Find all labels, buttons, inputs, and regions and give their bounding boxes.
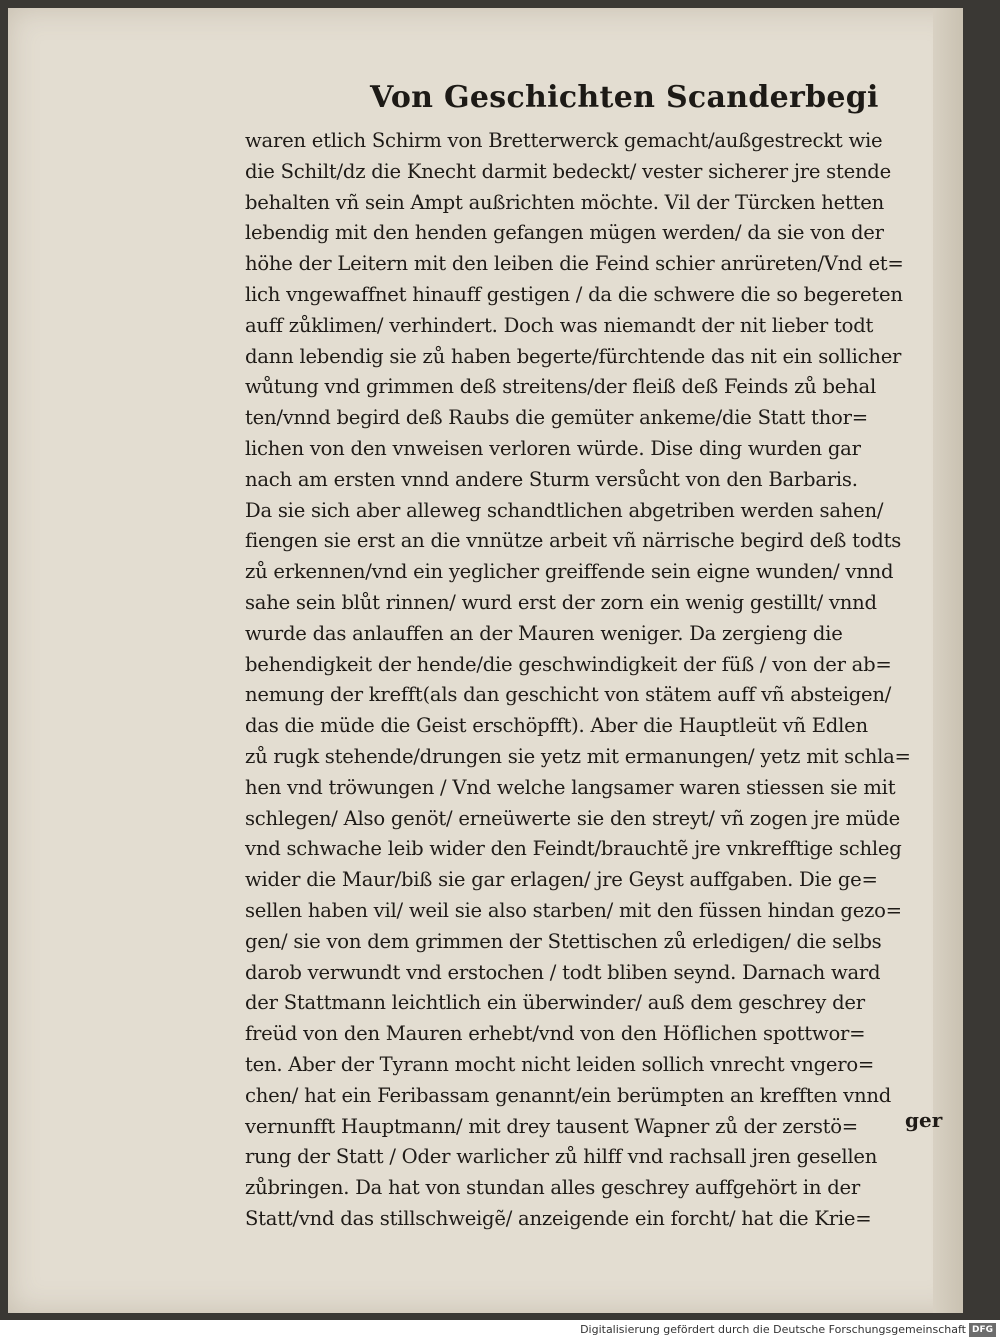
- footer-bar: [0, 1320, 1000, 1341]
- text-line: fiengen sie erst an die vnnütze arbeit vñ närrische begird deß todts: [245, 529, 902, 553]
- text-line: lebendig mit den henden gefangen mügen werden/ da sie von der: [245, 221, 884, 245]
- text-line: das die müde die Geist erschöpfft). Aber die Hauptleüt vñ Edlen: [245, 714, 868, 738]
- text-line: vnd schwache leib wider den Feindt/brauchtẽ jre vnkrefftige schleg: [245, 837, 902, 861]
- text-line: chen/ hat ein Feribassam genannt/ein berümpten an krefften vnnd: [245, 1083, 892, 1107]
- text-line: darob verwundt vnd erstochen / todt bliben seynd. Darnach ward: [245, 960, 881, 984]
- text-line: höhe der Leitern mit den leiben die Feind schier anrüreten/Vnd et=: [245, 252, 904, 276]
- text-line: waren etlich Schirm von Bretterwerck gemacht/außgestreckt wie: [245, 129, 883, 152]
- text-line: auff zůklimen/ verhindert. Doch was niemandt der nit lieber todt: [245, 313, 874, 337]
- text-line: sahe sein blůt rinnen/ wurd erst der zorn ein wenig gestillt/ vnnd: [245, 590, 877, 614]
- catchword: ger: [905, 1108, 943, 1132]
- text-line: nemung der krefft(als dan geschicht von stätem auff vñ absteigen/: [245, 683, 892, 707]
- text-line: dann lebendig sie zů haben begerte/fürchtende das nit ein sollicher: [245, 344, 902, 368]
- running-head: Von Geschichten Scanderbegi: [370, 80, 879, 115]
- text-line: behendigkeit der hende/die geschwindigkeit der füß / von der ab=: [245, 652, 892, 676]
- dfg-logo-icon: DFG: [969, 1323, 996, 1337]
- text-line: gen/ sie von dem grimmen der Stettischen zů erledigen/ die selbs: [245, 929, 882, 953]
- text-line: lich vngewaffnet hinauff gestigen / da die schwere die so begereten: [245, 282, 903, 306]
- text-line: hen vnd tröwungen / Vnd welche langsamer waren stiessen sie mit: [245, 775, 896, 799]
- text-line: nach am ersten vnnd andere Sturm versůcht von den Barbaris.: [245, 467, 858, 491]
- text-line: die Schilt/dz die Knecht darmit bedeckt/ vester sicherer jre stende: [245, 159, 891, 183]
- text-line: zů erkennen/vnd ein yeglicher greiffende sein eigne wunden/ vnnd: [245, 560, 894, 584]
- text-line: wider die Maur/biß sie gar erlagen/ jre Geyst auffgaben. Die ge=: [245, 868, 878, 892]
- text-line: Statt/vnd das stillschweigẽ/ anzeigende ein forcht/ hat die Krie=: [245, 1206, 872, 1230]
- text-line: ten. Aber der Tyrann mocht nicht leiden sollich vnrecht vngero=: [245, 1052, 875, 1076]
- text-line: schlegen/ Also genöt/ erneüwerte sie den streyt/ vñ zogen jre müde: [245, 806, 900, 830]
- text-line: freüd von den Mauren erhebt/vnd von den Höflichen spottwor=: [245, 1022, 866, 1046]
- text-line: ten/vnnd begird deß Raubs die gemüter ankeme/die Statt thor=: [245, 406, 868, 430]
- text-line: zůbringen. Da hat von stundan alles geschrey auffgehört in der: [245, 1176, 861, 1200]
- text-line: Da sie sich aber alleweg schandtlichen abgetriben werden sahen/: [245, 498, 884, 522]
- text-line: lichen von den vnweisen verloren würde. Dise ding wurden gar: [245, 436, 861, 460]
- text-line: wurde das anlauffen an der Mauren weniger. Da zergieng die: [245, 621, 843, 645]
- text-line: der Stattmann leichtlich ein überwinder/ auß dem geschrey der: [245, 991, 865, 1015]
- text-line: sellen haben vil/ weil sie also starben/ mit den füssen hindan gezo=: [245, 898, 902, 922]
- footer-credit: Digitalisierung gefördert durch die Deutsche Forschungsgemeinschaft: [580, 1323, 966, 1336]
- text-line: wůtung vnd grimmen deß streitens/der fleiß deß Feinds zů behal: [245, 375, 876, 399]
- body-text: [245, 126, 945, 1235]
- text-line: zů rugk stehende/drungen sie yetz mit ermanungen/ yetz mit schla=: [245, 744, 911, 768]
- text-line: rung der Statt / Oder warlicher zů hilff vnd rachsall jren gesellen: [245, 1145, 878, 1169]
- text-line: behalten vñ sein Ampt außrichten möchte. Vil der Türcken hetten: [245, 190, 884, 214]
- text-line: vernunfft Hauptmann/ mit drey tausent Wapner zů der zerstö=: [245, 1114, 858, 1138]
